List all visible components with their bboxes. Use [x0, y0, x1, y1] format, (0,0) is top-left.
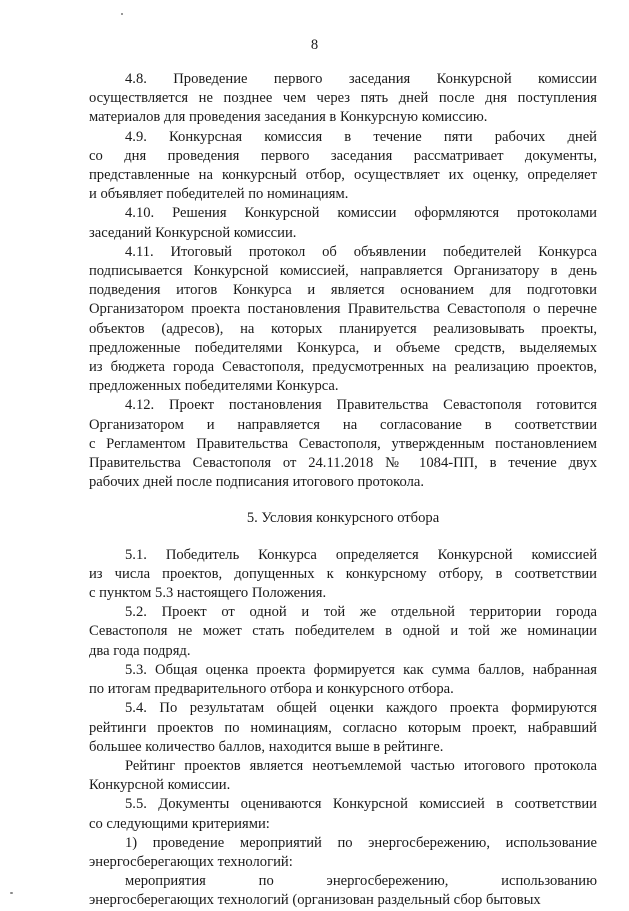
paragraph-p4-12 — [89, 396, 597, 492]
section-4-paragraphs — [89, 70, 597, 492]
text-line: два года подряд. — [89, 642, 191, 659]
paragraph-p4-11 — [89, 243, 597, 397]
text-line: осуществляется не позднее чем через пять дней после дня поступления — [89, 90, 597, 107]
text-line: 5.2. Проект от одной и той же отдельной территории города — [125, 604, 597, 621]
text-line: рейтинги проектов по номинациям, согласно которым проект, набравший — [89, 719, 597, 736]
text-line: 4.12. Проект постановления Правительства Севастополя готовится — [125, 397, 597, 414]
page-number: 8 — [310, 37, 319, 53]
text-line: предложенные победителями Конкурса, и объеме средств, выделяемых — [89, 339, 597, 356]
text-line: Правительства Севастополя от 24.11.2018 № 1084-ПП, в течение двух — [89, 455, 597, 472]
text-line: Рейтинг проектов является неотъемлемой частью итогового протокола — [125, 757, 597, 774]
text-line: представленные на конкурсный отбор, осуществляет их оценку, определяет — [89, 167, 597, 184]
document-body — [89, 70, 597, 911]
text-line: объектов (адресов), на которых планируется реализовывать проекты, — [89, 320, 597, 337]
text-line: заседаний Конкурсной комиссии. — [89, 224, 297, 241]
text-line: подведения итогов Конкурса и является основанием для подготовки — [89, 282, 597, 299]
text-line: 4.10. Решения Конкурсной комиссии оформляются протоколами — [125, 205, 597, 222]
text-line: энергосберегающих технологий (организован раздельный сбор бытовых — [89, 892, 541, 909]
text-line: Севастополя не может стать победителем в одной и той же номинации — [89, 623, 597, 640]
text-line: предложенных победителями Конкурса. — [89, 378, 339, 395]
text-line: 5.5. Документы оцениваются Конкурсной комиссией в соответствии — [125, 796, 597, 813]
text-line: 5.4. По результатам общей оценки каждого проекта формируются — [125, 700, 597, 717]
paragraph-p5-1 — [89, 546, 597, 604]
text-line: из бюджета города Севастополя, предусмотренных на реализацию проектов, — [89, 359, 597, 376]
text-line: энергосберегающих технологий: — [89, 853, 293, 870]
text-line: из числа проектов, допущенных к конкурсному отбору, в соответствии — [89, 565, 597, 582]
text-line: подписывается Конкурсной комиссией, направляется Организатору в день — [89, 263, 597, 280]
paragraph-p5-2 — [89, 603, 597, 661]
paragraph-p4-10 — [89, 204, 597, 242]
text-line: большее количество баллов, находится выше в рейтинге. — [89, 738, 444, 755]
paragraph-p5-5 — [89, 795, 597, 833]
paragraph-p4-9 — [89, 128, 597, 205]
paragraph-p5-4 — [89, 699, 597, 757]
scan-artifact — [121, 13, 123, 15]
section-5-paragraphs — [89, 546, 597, 911]
text-line: Конкурсной комиссии. — [89, 777, 231, 794]
text-line: Организатором проекта постановления Правительства Севастополя о перечне — [89, 301, 597, 318]
paragraph-p5-5-1 — [89, 834, 597, 872]
text-line: 4.9. Конкурсная комиссия в течение пяти рабочих дней — [125, 128, 597, 145]
text-line: 4.8. Проведение первого заседания Конкурсной комиссии — [125, 71, 597, 87]
text-line: мероприятия по энергосбережению, использованию — [125, 873, 597, 890]
text-line: Организатором и направляется на согласование в соответствии — [89, 416, 597, 433]
paragraph-p5-4b — [89, 757, 597, 795]
text-line: с пунктом 5.3 настоящего Положения. — [89, 585, 327, 602]
text-line: 5.1. Победитель Конкурса определяется Конкурсной комиссией — [125, 546, 597, 563]
text-line: со дня проведения первого заседания рассматривает документы, — [89, 147, 597, 164]
section-heading: 5. Условия конкурсного отбора — [246, 510, 440, 527]
paragraph-p5-3 — [89, 661, 597, 699]
text-line: 5.3. Общая оценка проекта формируется как сумма баллов, набранная — [125, 661, 597, 678]
text-line: 4.11. Итоговый протокол об объявлении победителей Конкурса — [125, 243, 597, 260]
text-line: материалов для проведения заседания в Конкурсную комиссию. — [89, 109, 488, 126]
text-line: и объявляет победителей по номинациям. — [89, 186, 349, 203]
text-line: со следующими критериями: — [89, 815, 270, 832]
text-line: 1) проведение мероприятий по энергосбережению, использование — [125, 834, 597, 851]
text-line: по итогам предварительного отбора и конкурсного отбора. — [89, 681, 454, 698]
text-line: с Регламентом Правительства Севастополя, утвержденным постановлением — [89, 435, 597, 452]
text-line: рабочих дней после подписания итогового протокола. — [89, 474, 425, 491]
paragraph-p4-8 — [89, 70, 597, 128]
scan-artifact — [10, 892, 13, 894]
